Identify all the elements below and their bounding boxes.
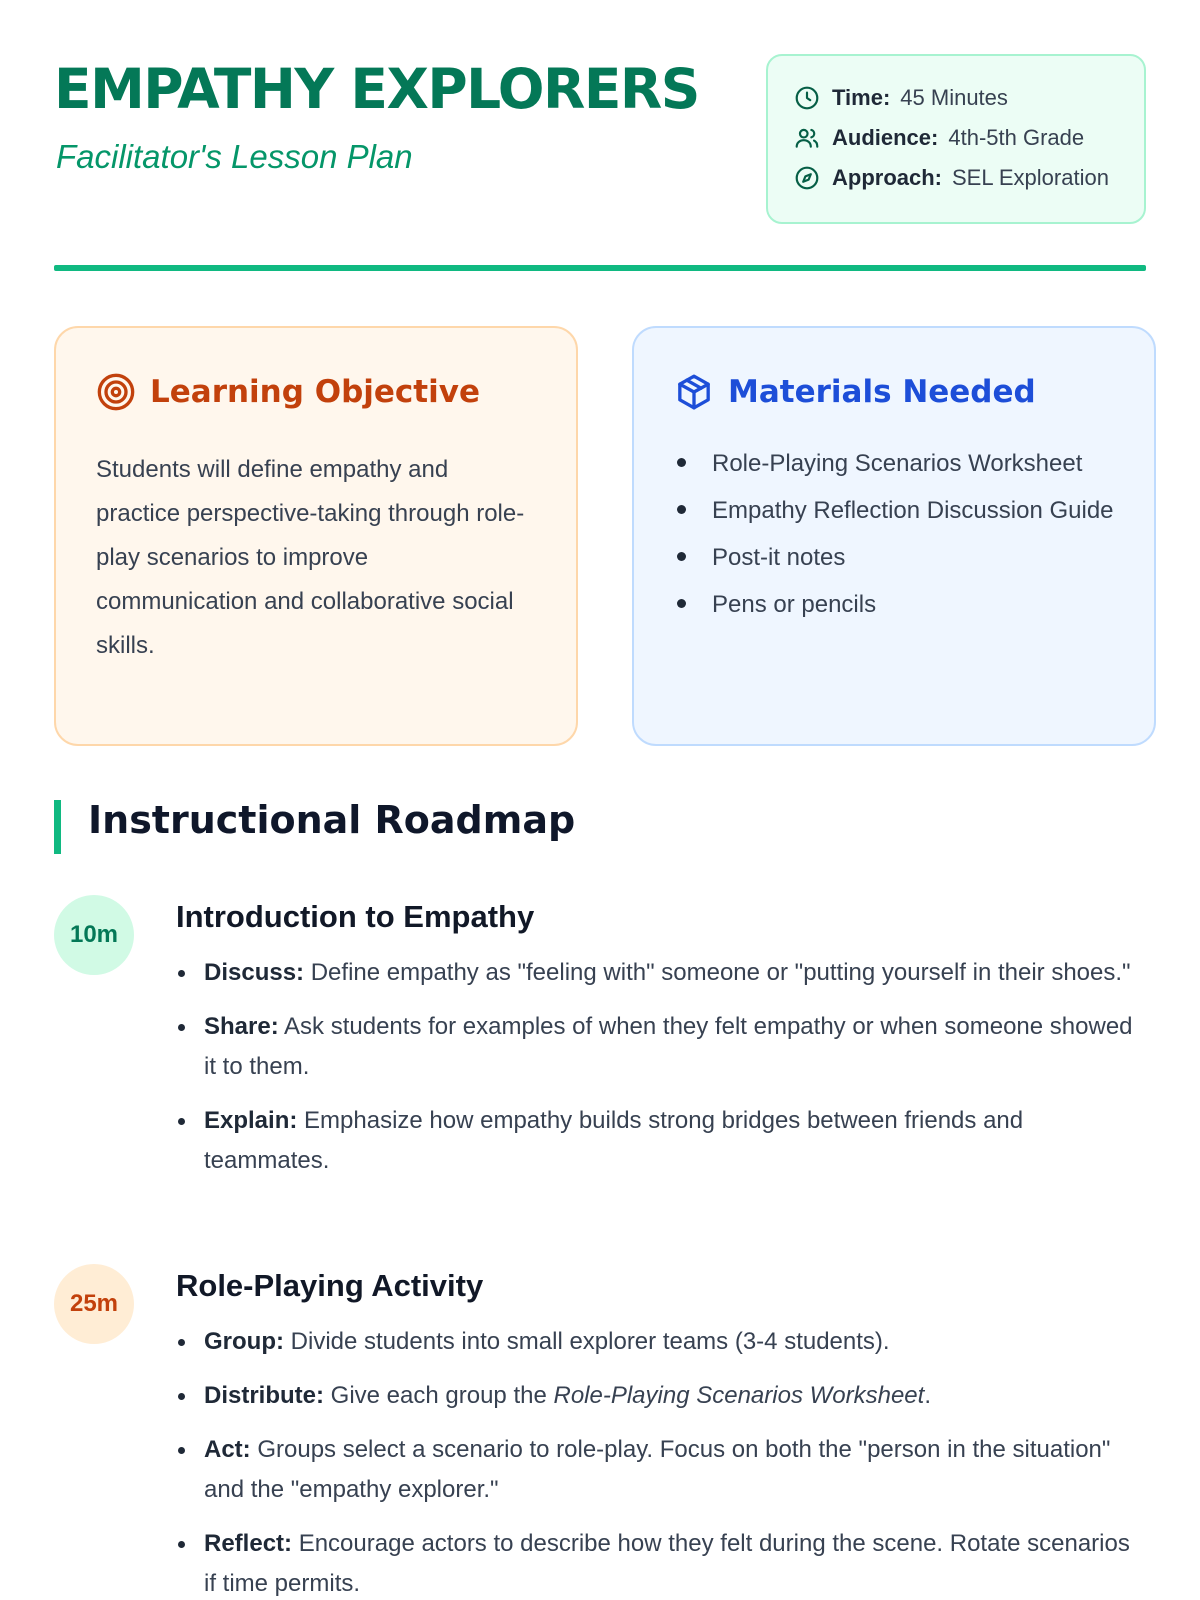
box-icon xyxy=(674,372,714,412)
step-item: Explain: Emphasize how empathy builds strong bridges between friends and teammates. xyxy=(176,1101,1148,1181)
step-item: Group: Divide students into small explorer teams (3-4 students). xyxy=(176,1322,1148,1362)
step-list xyxy=(176,1322,1148,1600)
target-icon xyxy=(96,372,136,412)
materials-item: Pens or pencils xyxy=(674,585,1119,625)
step-title: Role-Playing Activity xyxy=(176,1268,484,1303)
info-time-value: 45 Minutes xyxy=(900,85,1008,110)
info-time xyxy=(794,78,1144,118)
duration-badge: 10m xyxy=(54,895,134,975)
clock-icon xyxy=(794,85,820,111)
materials-header xyxy=(674,370,1114,414)
users-icon xyxy=(794,125,820,151)
step-title: Introduction to Empathy xyxy=(176,899,535,934)
section-accent-bar xyxy=(54,800,61,854)
step-item: Reflect: Encourage actors to describe how they felt during the scene. Rotate scenarios if time permits. xyxy=(176,1524,1148,1600)
info-approach-value: SEL Exploration xyxy=(952,165,1109,190)
info-audience-value: 4th-5th Grade xyxy=(948,125,1085,150)
header-divider xyxy=(54,265,1146,271)
roadmap-title: Instructional Roadmap xyxy=(88,798,576,842)
duration-badge: 25m xyxy=(54,1264,134,1344)
materials-item: Empathy Reflection Discussion Guide xyxy=(674,491,1119,531)
lesson-header xyxy=(54,54,1146,224)
page-subtitle: Facilitator's Lesson Plan xyxy=(56,138,413,175)
lesson-info-card xyxy=(766,54,1146,224)
objective-text: Students will define empathy and practice perspective-taking through role-play scenarios to improve communication and collaborative social skills. xyxy=(96,456,525,659)
materials-title: Materials Needed xyxy=(728,374,1036,410)
materials-item: Role-Playing Scenarios Worksheet xyxy=(674,444,1119,484)
step-item: Act: Groups select a scenario to role-play. Focus on both the "person in the situation" and the "empathy explorer." xyxy=(176,1430,1148,1510)
step-item: Distribute: Give each group the Role-Playing Scenarios Worksheet. xyxy=(176,1376,1148,1416)
objective-title: Learning Objective xyxy=(150,374,480,410)
info-time-label: Time: xyxy=(832,85,891,110)
materials-item: Post-it notes xyxy=(674,538,1119,578)
step-list xyxy=(176,953,1148,1195)
info-audience xyxy=(794,118,1144,158)
learning-objective-card xyxy=(54,326,578,746)
materials-list xyxy=(674,444,1119,625)
objective-header xyxy=(96,370,536,414)
compass-icon xyxy=(794,165,820,191)
page-title: EMPATHY EXPLORERS xyxy=(54,57,699,121)
step-item: Discuss: Define empathy as "feeling with" someone or "putting yourself in their shoes." xyxy=(176,953,1148,993)
info-audience-label: Audience: xyxy=(832,125,939,150)
materials-card xyxy=(632,326,1156,746)
info-approach-label: Approach: xyxy=(832,165,942,190)
info-approach xyxy=(794,158,1144,198)
step-item: Share: Ask students for examples of when they felt empathy or when someone showed it to them. xyxy=(176,1007,1148,1087)
